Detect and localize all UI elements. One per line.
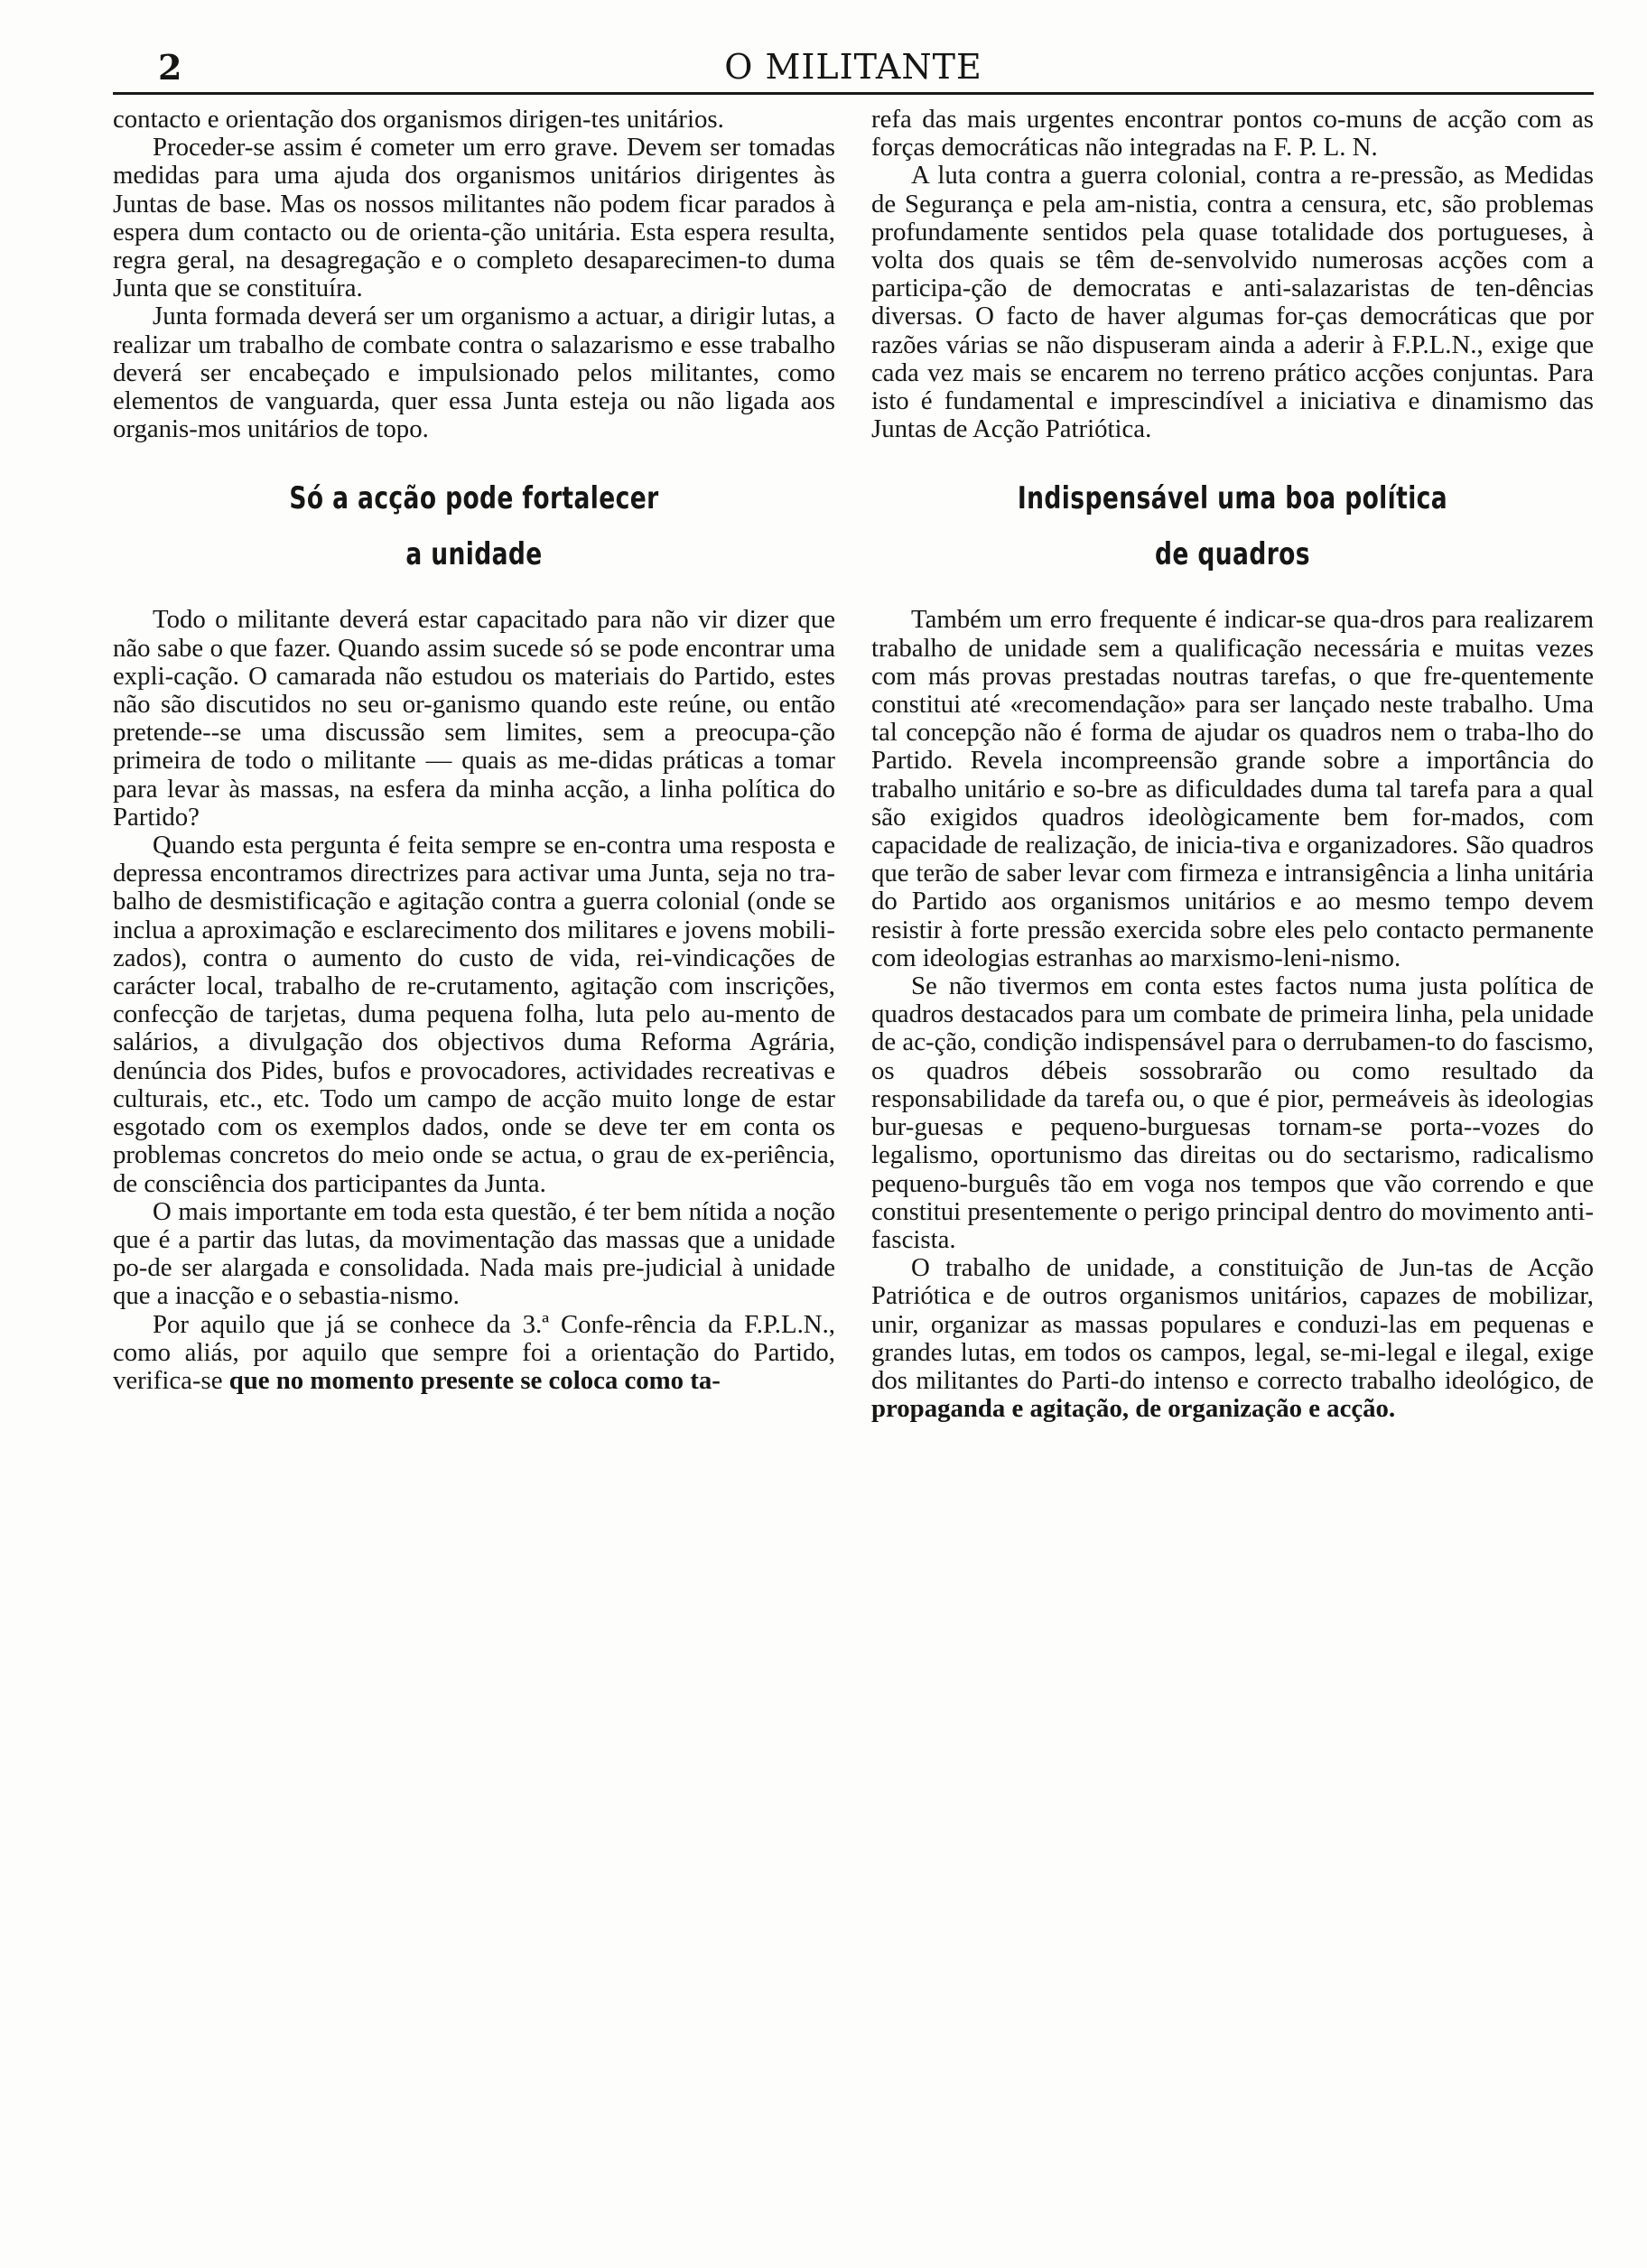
- section-heading-line: Indispensável uma boa política: [1017, 480, 1448, 517]
- paragraph: A luta contra a guerra colonial, contra a re-pressão, as Medidas de Segurança e pela am-nistia, contra a censura, etc, são problemas profundamente sentidos pela quase totalidade dos portugueses, à volta dos quais se têm de-senvolvido numerosas acções com a participa-ção de democratas e anti-salazaristas de ten-dências diversas. O facto de haver algumas for-ças democráticas que por razões várias se não dispuseram ainda a aderir à F.P.L.N., exige que cada vez mais se encarem no terreno prático acções conjuntas. Para isto é fundamental e imprescindível a iniciativa e dinamismo das Juntas de Acção Patriótica.: [871, 161, 1594, 444]
- section-heading: [951, 470, 1514, 582]
- paragraph-text: Por aquilo que já se conhece da 3.ª Confe-rência da F.P.L.N., como aliás, por aquilo que sempre foi a orientação do Partido, verifica-se: [113, 1309, 835, 1395]
- section-heading-line: a unidade: [405, 536, 543, 573]
- paragraph: [871, 1254, 1594, 1423]
- paragraph-text: O trabalho de unidade, a constituição de Jun-tas de Acção Patriótica e de outros organismos unitários, capazes de mobilizar, unir, organizar as massas populares e conduzi-las em pequenas e grandes lutas, em todos os campos, legal, se-mi-legal e ilegal, exige dos militantes do Parti-do intenso e correcto trabalho ideológico, de: [871, 1253, 1594, 1395]
- section-heading-line: de quadros: [1155, 536, 1310, 573]
- paragraph: Quando esta pergunta é feita sempre se en-contra uma resposta e depressa encontramos directrizes para activar uma Junta, seja no tra-balho de desmistificação e agitação contra a guerra colonial (onde se inclua a aproximação e esclarecimento dos militares e jovens mobili-zados), contra o aumento do custo de vida, rei-vindicações de carácter local, trabalho de re-crutamento, agitação com inscrições, confecção de tarjetas, duma pequena folha, luta pelo au-mento de salários, a divulgação dos objectivos duma Reforma Agrária, denúncia dos Pides, bufos e provocadores, actividades recreativas e culturais, etc., etc. Todo um campo de acção muito longe de estar esgotado com os exemplos dados, onde se deve ter em conta os problemas concretos do meio onde se actua, o grau de ex-periência, de consciência dos participantes da Junta.: [113, 831, 835, 1198]
- section-heading-line: Só a acção pode fortalecer: [289, 480, 659, 517]
- paragraph-bold-text: propaganda e agitação, de organização e acção.: [871, 1394, 1396, 1424]
- paragraph: [113, 1311, 835, 1396]
- paragraph: Se não tivermos em conta estes factos numa justa política de quadros destacados para um combate de primeira linha, pela unidade de ac-ção, condição indispensável para o derrubamen-to do fascismo, os quadros débeis sossobrarão ou como resultado da responsabilidade da tarefa ou, o que é pior, permeáveis às ideologias bur-guesas e pequeno-burguesas tornam-se porta--vozes do legalismo, oportunismo das direitas ou do sectarismo, radicalismo pequeno-burguês tão em voga nos tempos que vão correndo e que constitui presentemente o perigo principal dentro do movimento anti-fascista.: [871, 971, 1594, 1254]
- right-column: [871, 106, 1594, 1423]
- paragraph: Todo o militante deverá estar capacitado para não vir dizer que não sabe o que fazer. Quando assim sucede só se pode encontrar uma expli-cação. O camarada não estudou os materiais do Partido, estes não são discutidos no seu or-ganismo quando este reúne, ou então pretende--se uma discussão sem limites, sem a preocupa-ção primeira de todo o militante — quais as me-didas práticas a tomar para levar às massas, na esfera da minha acção, a linha política do Partido?: [113, 605, 835, 832]
- paragraph: refa das mais urgentes encontrar pontos co-muns de acção com as forças democráticas não integradas na F. P. L. N.: [871, 105, 1594, 163]
- page-number: 2: [158, 47, 182, 88]
- page-header: [113, 45, 1594, 95]
- paragraph: contacto e orientação dos organismos dirigen-tes unitários.: [113, 105, 724, 134]
- paragraph: O mais importante em toda esta questão, é ter bem nítida a noção que é a partir das lutas, da movimentação das massas que a unidade po-de ser alargada e consolidada. Nada mais pre-judicial à unidade que a inacção e o sebastia-nismo.: [113, 1196, 835, 1311]
- section-heading: [192, 470, 756, 582]
- paragraph-bold-text: que no momento presente se coloca como ta-: [228, 1365, 721, 1395]
- article-columns: [113, 106, 1594, 1423]
- masthead-title: O MILITANTE: [724, 47, 982, 87]
- left-column: [113, 106, 835, 1423]
- paragraph: Junta formada deverá ser um organismo a actuar, a dirigir lutas, a realizar um trabalho de combate contra o salazarismo e esse trabalho deverá ser encabeçado e impulsionado pelos militantes, como elementos de vanguarda, quer essa Junta esteja ou não ligada aos organis-mos unitários de topo.: [113, 302, 835, 444]
- newspaper-page: [113, 45, 1594, 2230]
- paragraph: Proceder-se assim é cometer um erro grave. Devem ser tomadas medidas para uma ajuda dos organismos unitários dirigentes às Juntas de base. Mas os nossos militantes não podem ficar parados à espera dum contacto ou de orienta-ção unitária. Esta espera resulta, regra geral, na desagregação e o completo desaparecimen-to duma Junta que se constituíra.: [113, 133, 835, 303]
- paragraph: Também um erro frequente é indicar-se qua-dros para realizarem trabalho de unidade sem a qualificação necessária e muitas vezes com más provas prestadas noutras tarefas, o que fre-quentemente constitui até «recomendação» para ser lançado neste trabalho. Uma tal concepção não é forma de ajudar os quadros nem o traba-lho do Partido. Revela incompreensão grande sobre a importância do trabalho unitário e so-bre as dificuldades duma tal tarefa para a qual são exigidos quadros ideològicamente bem for-mados, com capacidade de realização, de inicia-tiva e organizadores. São quadros que terão de saber levar com firmeza e intransigência a linha unitária do Partido aos organismos unitários e ao mesmo tempo devem resistir à forte pressão exercida sobre eles pelo contacto permanente com ideologias estranhas ao marxismo-leni-nismo.: [871, 605, 1594, 972]
